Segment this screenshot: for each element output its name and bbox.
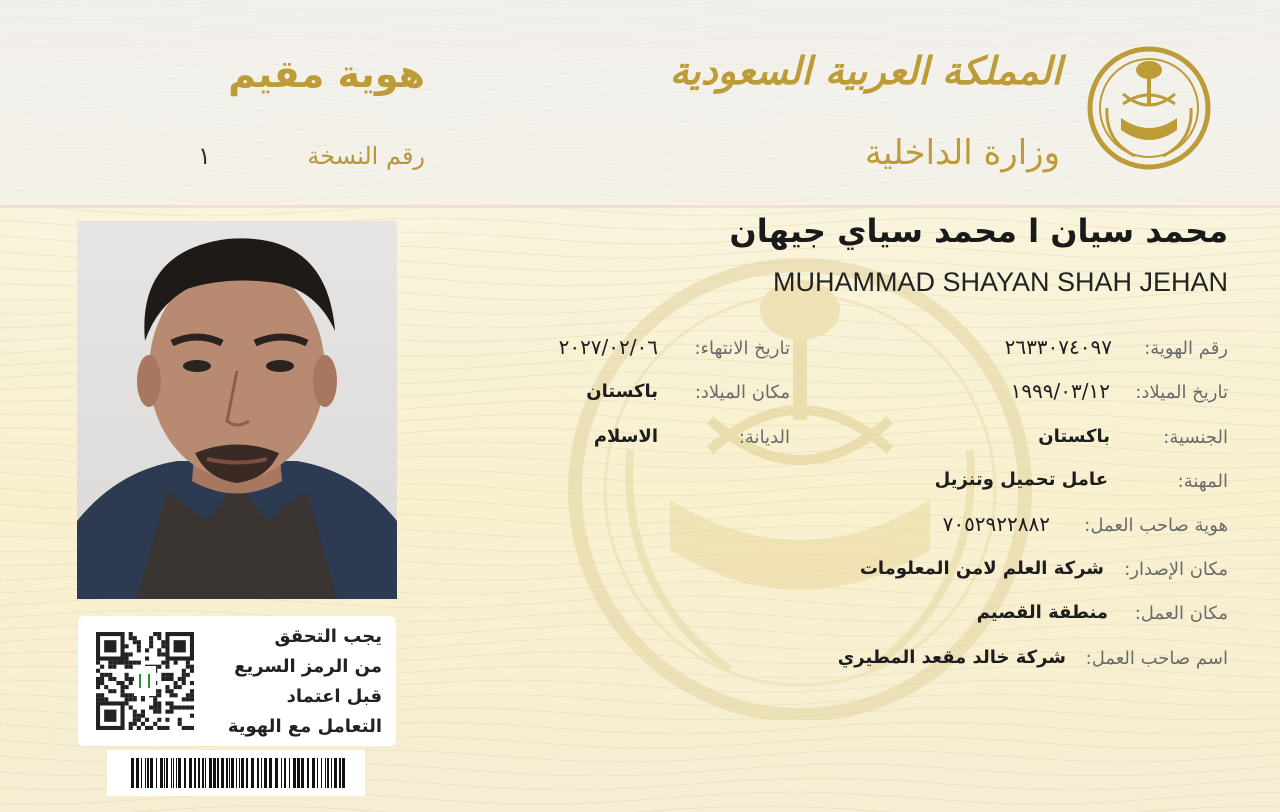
copy-number-value: ١ bbox=[198, 142, 211, 170]
qr-code[interactable] bbox=[96, 632, 194, 730]
employer-name-value: شركة خالد مقعد المطيري bbox=[837, 647, 1066, 668]
copy-number-label: رقم النسخة bbox=[307, 142, 425, 170]
issue-place-value: شركة العلم لامن المعلومات bbox=[859, 558, 1104, 579]
birth-place-label: مكان الميلاد: bbox=[694, 382, 790, 403]
barcode[interactable] bbox=[107, 750, 365, 796]
employer-id-label: هوية صاحب العمل: bbox=[1084, 515, 1228, 536]
id-number-value: ٢٦٣٣٠٧٤٠٩٧ bbox=[1004, 335, 1112, 359]
birth-date-value: ١٩٩٩/٠٣/١٢ bbox=[1010, 379, 1110, 403]
card-type-title: هوية مقيم bbox=[228, 52, 425, 96]
birth-place-value: باكستان bbox=[586, 381, 658, 402]
holder-photo bbox=[77, 221, 397, 599]
verification-line: قبل اعتماد bbox=[286, 686, 382, 707]
nationality-label: الجنسية: bbox=[1163, 427, 1228, 448]
verification-line: من الرمز السريع bbox=[234, 656, 382, 677]
work-place-label: مكان العمل: bbox=[1134, 603, 1228, 624]
religion-label: الديانة: bbox=[738, 427, 790, 448]
barcode-panel bbox=[107, 750, 365, 796]
expiry-date-value: ٢٠٢٧/٠٢/٠٦ bbox=[558, 335, 658, 359]
verification-panel bbox=[78, 616, 396, 746]
verification-line: التعامل مع الهوية bbox=[227, 716, 382, 737]
profession-value: عامل تحميل وتنزيل bbox=[934, 469, 1108, 490]
birth-date-label: تاريخ الميلاد: bbox=[1135, 382, 1228, 403]
employer-name-label: اسم صاحب العمل: bbox=[1085, 648, 1228, 669]
employer-id-value: ٧٠٥٢٩٢٢٨٨٢ bbox=[942, 512, 1050, 536]
nationality-value: باكستان bbox=[1038, 426, 1110, 447]
work-place-value: منطقة القصيم bbox=[976, 602, 1108, 623]
ministry-title: وزارة الداخلية bbox=[864, 133, 1060, 173]
issue-place-label: مكان الإصدار: bbox=[1124, 559, 1228, 580]
id-number-label: رقم الهوية: bbox=[1144, 338, 1228, 359]
verification-instructions bbox=[228, 622, 382, 742]
kingdom-title: المملكة العربية السعودية bbox=[669, 48, 1062, 93]
religion-value: الاسلام bbox=[593, 426, 658, 447]
expiry-date-label: تاريخ الانتهاء: bbox=[694, 338, 790, 359]
profession-label: المهنة: bbox=[1177, 471, 1228, 492]
holder-name-arabic: محمد سيان ا محمد سياي جيهان bbox=[729, 212, 1228, 250]
holder-name-english: MUHAMMAD SHAYAN SHAH JEHAN bbox=[772, 267, 1228, 297]
header-divider bbox=[0, 205, 1280, 208]
saudi-emblem-icon bbox=[1085, 46, 1213, 170]
verification-line: يجب التحقق bbox=[274, 626, 382, 647]
